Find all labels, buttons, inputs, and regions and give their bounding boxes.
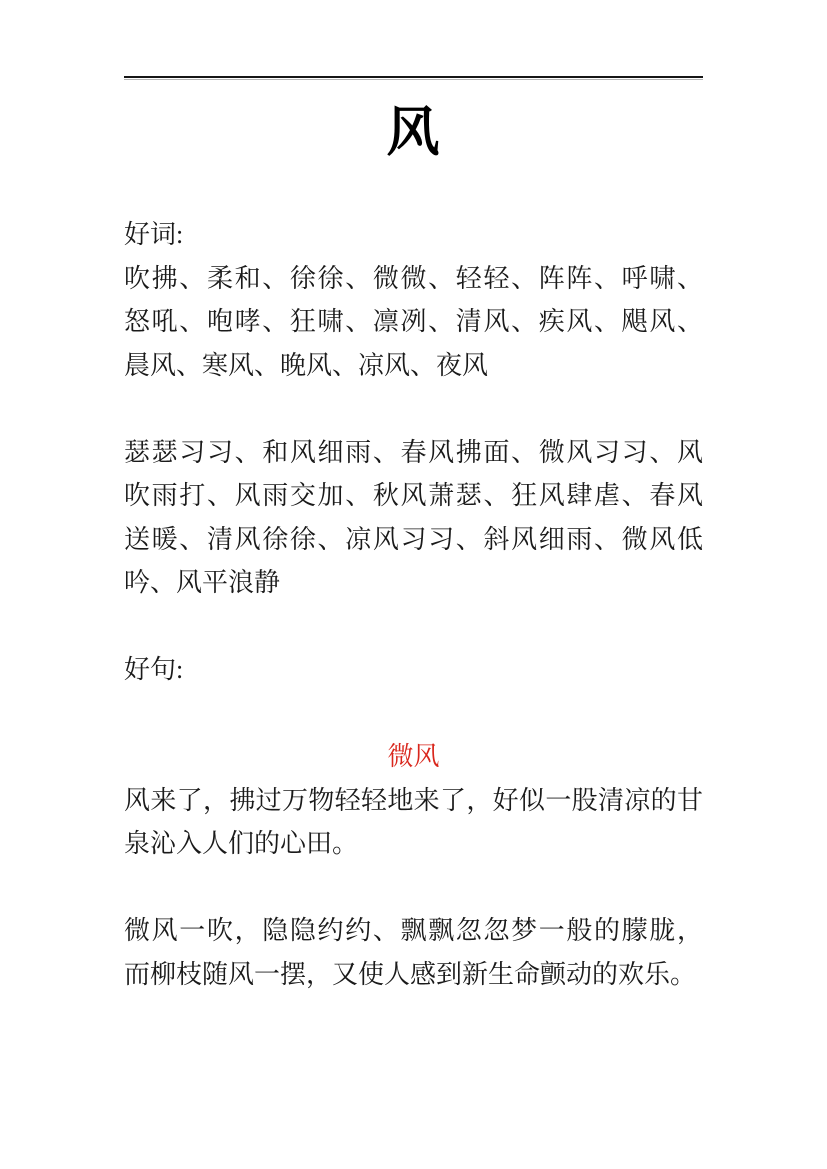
phrase-list-line: 吟、风平浪静 [124, 568, 281, 597]
blank-line [124, 866, 703, 910]
header-divider-rule [124, 76, 703, 80]
good-words-label: 好词: [124, 220, 184, 249]
word-list-line: 晨风、寒风、晚风、凉风、夜风 [124, 350, 489, 380]
word-list-line: 怒吼、咆哮、狂啸、凛冽、清风、疾风、飓风、 [124, 307, 703, 336]
paragraph-line: 而柳枝随风一摆，又使人感到新生命颤动的欢乐。 [124, 959, 697, 989]
phrase-list-line: 送暖、清风徐徐、凉风习习、斜风细雨、微风低 [124, 524, 703, 554]
blank-line [124, 605, 703, 649]
document-body [124, 213, 703, 996]
sentence-subtitle: 微风 [387, 742, 440, 771]
sentence-paragraph-1 [124, 779, 703, 866]
sentence-paragraph-2 [124, 909, 703, 996]
paragraph-line: 微风一吹，隐隐约约、飘飘忽忽梦一般的朦胧， [124, 916, 703, 945]
phrase-list-line: 吹雨打、风雨交加、秋风萧瑟、狂风肆虐、春风 [124, 481, 703, 510]
word-list-line: 吹拂、柔和、徐徐、微微、轻轻、阵阵、呼啸、 [124, 263, 703, 293]
blank-line [124, 692, 703, 736]
phrase-list-line: 瑟瑟习习、和风细雨、春风拂面、微风习习、风 [124, 437, 703, 467]
document-title: 风 [386, 104, 441, 162]
good-words-list [124, 257, 703, 388]
good-phrases-list [124, 431, 703, 605]
blank-line [124, 387, 703, 431]
paragraph-line: 泉沁入人们的心田。 [124, 829, 359, 858]
paragraph-line: 风来了，拂过万物轻轻地来了，好似一股清凉的甘 [124, 785, 703, 815]
good-sentences-label: 好句: [124, 655, 184, 684]
